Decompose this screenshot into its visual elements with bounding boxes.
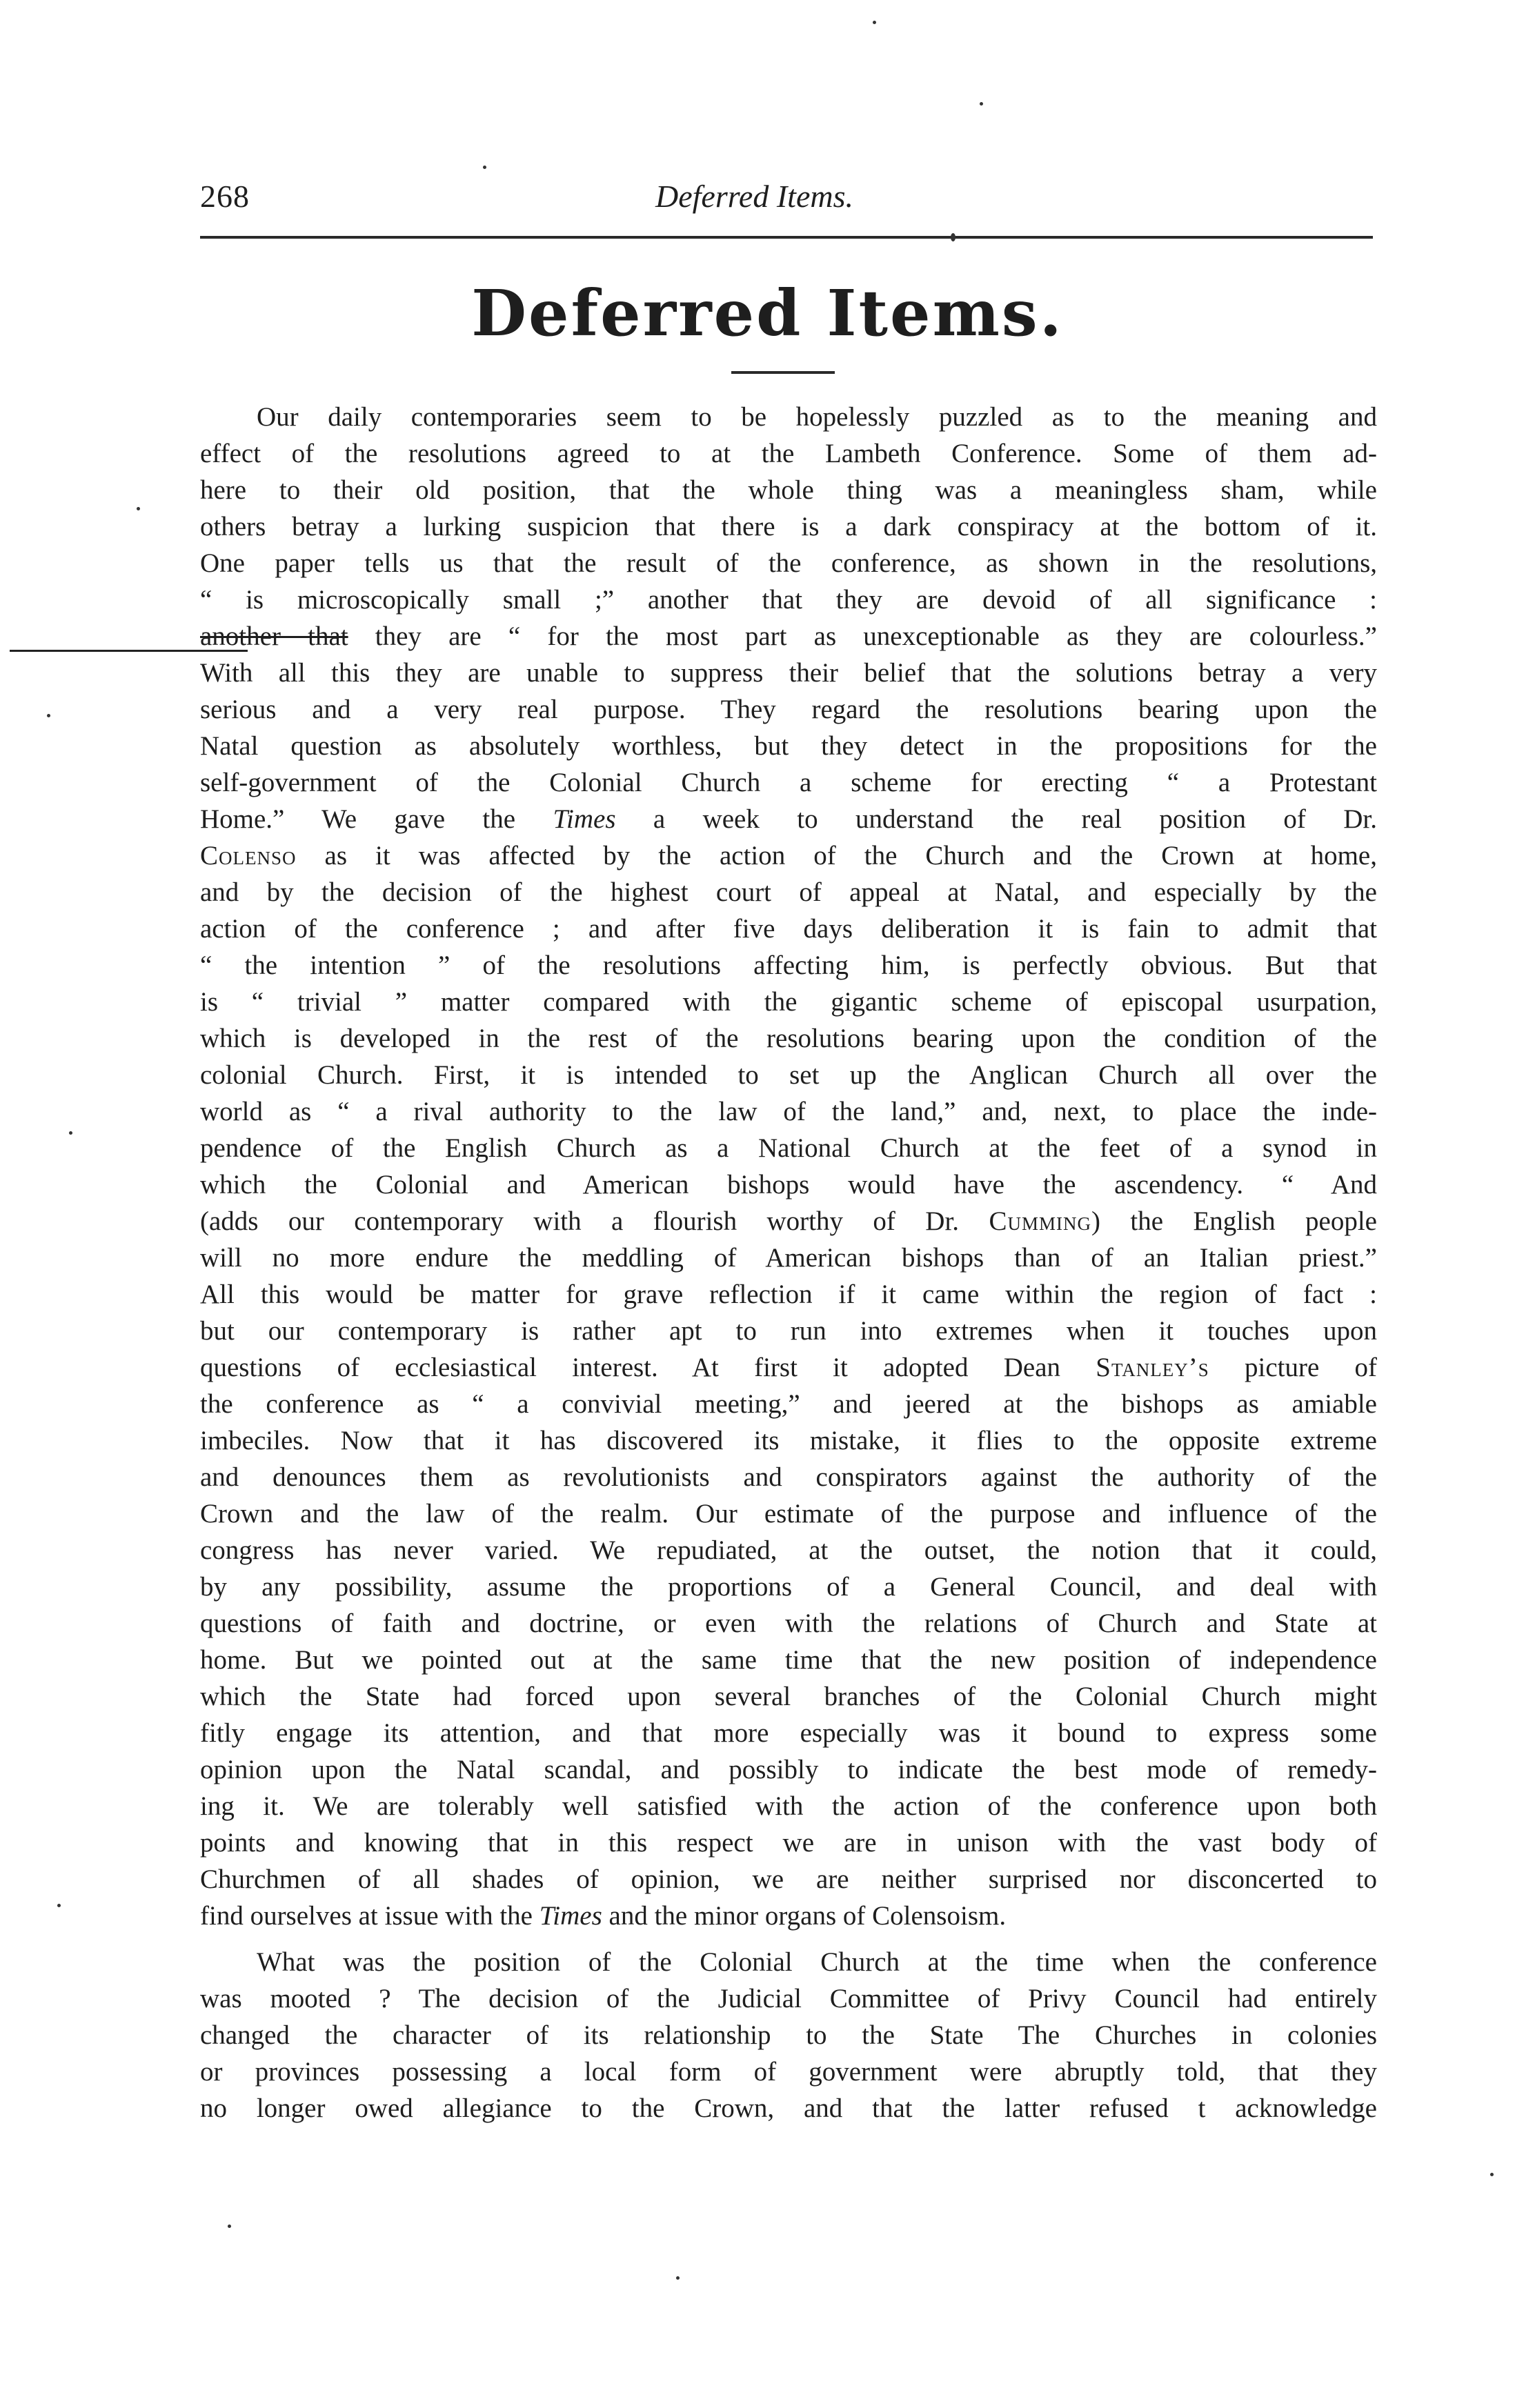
text-line-struck xyxy=(200,618,1377,655)
text-fragment: and the minor organs of Colensoism. xyxy=(602,1901,1007,1931)
scan-speck xyxy=(57,1904,61,1907)
text-fragment: picture of xyxy=(1209,1353,1377,1382)
text-line: congress has never varied. We repudiated, at the outset, the notion that it could, xyxy=(200,1535,1377,1565)
scan-speck xyxy=(137,507,140,510)
scan-speck xyxy=(1490,2173,1494,2176)
paragraph-gap xyxy=(200,1934,1377,1944)
smallcaps-colenso: Colenso xyxy=(200,841,297,870)
text-line: questions of faith and doctrine, or even with the relations of Church and State at xyxy=(200,1609,1377,1638)
text-line: here to their old position, that the whole thing was a meaningless sham, while xyxy=(200,475,1377,505)
text-line: points and knowing that in this respect we are in unison with the vast body of xyxy=(200,1828,1377,1858)
scan-speck xyxy=(483,166,486,169)
smallcaps-stanley: Stanley’s xyxy=(1096,1353,1209,1382)
text-line: which the State had forced upon several branches of the Colonial Church might xyxy=(200,1682,1377,1711)
text-line: was mooted ? The decision of the Judicial Committee of Privy Council had entirely xyxy=(200,1984,1377,2013)
scan-speck xyxy=(47,714,50,717)
running-head xyxy=(200,178,1373,226)
scan-speck xyxy=(228,2225,231,2228)
text-line: by any possibility, assume the proportions of a General Council, and deal with xyxy=(200,1572,1377,1602)
text-line: which is developed in the rest of the resolutions bearing upon the condition of the xyxy=(200,1024,1377,1053)
text-fragment: they are “ for the most part as unexceptionable as they are colourless.” xyxy=(348,621,1377,651)
text-line xyxy=(200,1898,1307,1934)
text-fragment: ) the English people xyxy=(1091,1206,1377,1236)
text-line: or provinces possessing a local form of government were abruptly told, that they xyxy=(200,2057,1377,2087)
text-line: but our contemporary is rather apt to run into extremes when it touches upon xyxy=(200,1316,1377,1346)
text-line xyxy=(200,801,1377,837)
text-line: Churchmen of all shades of opinion, we are neither surprised nor disconcerted to xyxy=(200,1864,1377,1894)
body-text xyxy=(200,399,1377,2127)
title-rule xyxy=(731,371,835,374)
text-line: changed the character of its relationship to the State The Churches in colonies xyxy=(200,2020,1377,2050)
text-fragment: find ourselves at issue with the xyxy=(200,1901,539,1931)
text-line: effect of the resolutions agreed to at the Lambeth Conference. Some of them ad- xyxy=(200,439,1377,468)
text-line: action of the conference ; and after five days deliberation it is fain to admit that xyxy=(200,914,1377,944)
text-line xyxy=(200,1203,1377,1240)
text-line: will no more endure the meddling of American bishops than of an Italian priest.” xyxy=(200,1243,1377,1273)
text-line: Crown and the law of the realm. Our estimate of the purpose and influence of the xyxy=(200,1499,1377,1529)
scan-speck xyxy=(980,102,983,106)
text-line: which the Colonial and American bishops would have the ascendency. “ And xyxy=(200,1170,1377,1200)
text-line: One paper tells us that the result of the conference, as shown in the resolutions, xyxy=(200,548,1377,578)
text-line: fitly engage its attention, and that more especially was it bound to express some xyxy=(200,1718,1377,1748)
struck-text: another that xyxy=(200,621,348,651)
text-line: What was the position of the Colonial Church at the time when the conference xyxy=(257,1947,1377,1977)
scan-speck xyxy=(951,233,955,241)
text-line: and denounces them as revolutionists and conspirators against the authority of the xyxy=(200,1462,1377,1492)
smallcaps-cumming: Cumming xyxy=(989,1206,1091,1236)
text-line: is “ trivial ” matter compared with the gigantic scheme of episcopal usurpation, xyxy=(200,987,1377,1017)
text-line: world as “ a rival authority to the law of the land,” and, next, to place the inde- xyxy=(200,1097,1377,1126)
text-line: colonial Church. First, it is intended to set up the Anglican Church all over the xyxy=(200,1060,1377,1090)
text-fragment: a week to understand the real position of Dr. xyxy=(615,804,1377,834)
text-fragment: questions of ecclesiastical interest. At first it adopted Dean xyxy=(200,1353,1096,1382)
text-line: Our daily contemporaries seem to be hopelessly puzzled as to the meaning and xyxy=(257,402,1377,432)
text-line: no longer owed allegiance to the Crown, and that the latter refused t acknowledge xyxy=(200,2093,1377,2123)
italic-times: Times xyxy=(553,804,616,834)
text-line: pendence of the English Church as a National Church at the feet of a synod in xyxy=(200,1133,1377,1163)
scan-speck xyxy=(69,1131,72,1135)
text-line: Natal question as absolutely worthless, but they detect in the propositions for the xyxy=(200,731,1377,761)
text-line: ing it. We are tolerably well satisfied with the action of the conference upon both xyxy=(200,1791,1377,1821)
text-line: home. But we pointed out at the same time that the new position of independence xyxy=(200,1645,1377,1675)
text-line: and by the decision of the highest court of appeal at Natal, and especially by the xyxy=(200,877,1377,907)
text-line: the conference as “ a convivial meeting,” and jeered at the bishops as amiable xyxy=(200,1389,1377,1419)
text-line xyxy=(200,1349,1377,1386)
text-fragment: (adds our contemporary with a flourish worthy of Dr. xyxy=(200,1206,989,1236)
text-line: serious and a very real purpose. They regard the resolutions bearing upon the xyxy=(200,695,1377,724)
text-line: self-government of the Colonial Church a scheme for erecting “ a Protestant xyxy=(200,768,1377,797)
text-fragment: Home.” We gave the xyxy=(200,804,553,834)
text-line: With all this they are unable to suppress their belief that the solutions betray a very xyxy=(200,658,1377,688)
text-line xyxy=(200,837,1377,874)
header-rule xyxy=(200,236,1373,239)
text-line: imbeciles. Now that it has discovered its mistake, it flies to the opposite extreme xyxy=(200,1426,1377,1455)
scan-speck xyxy=(676,2276,680,2280)
text-fragment: as it was affected by the action of the Church and the Crown at home, xyxy=(296,841,1377,870)
page-number: 268 xyxy=(200,179,250,214)
scan-speck xyxy=(873,21,876,24)
text-line: “ is microscopically small ;” another that they are devoid of all significance : xyxy=(200,585,1377,615)
running-title: Deferred Items. xyxy=(655,179,853,214)
text-line: All this would be matter for grave reflection if it came within the region of fact : xyxy=(200,1280,1377,1309)
italic-times: Times xyxy=(539,1901,602,1931)
text-line: “ the intention ” of the resolutions affecting him, is perfectly obvious. But that xyxy=(200,951,1377,980)
text-line: others betray a lurking suspicion that there is a dark conspiracy at the bottom of it. xyxy=(200,512,1377,541)
text-line: opinion upon the Natal scandal, and possibly to indicate the best mode of remedy- xyxy=(200,1755,1377,1784)
section-title: Deferred Items. xyxy=(471,276,1064,350)
